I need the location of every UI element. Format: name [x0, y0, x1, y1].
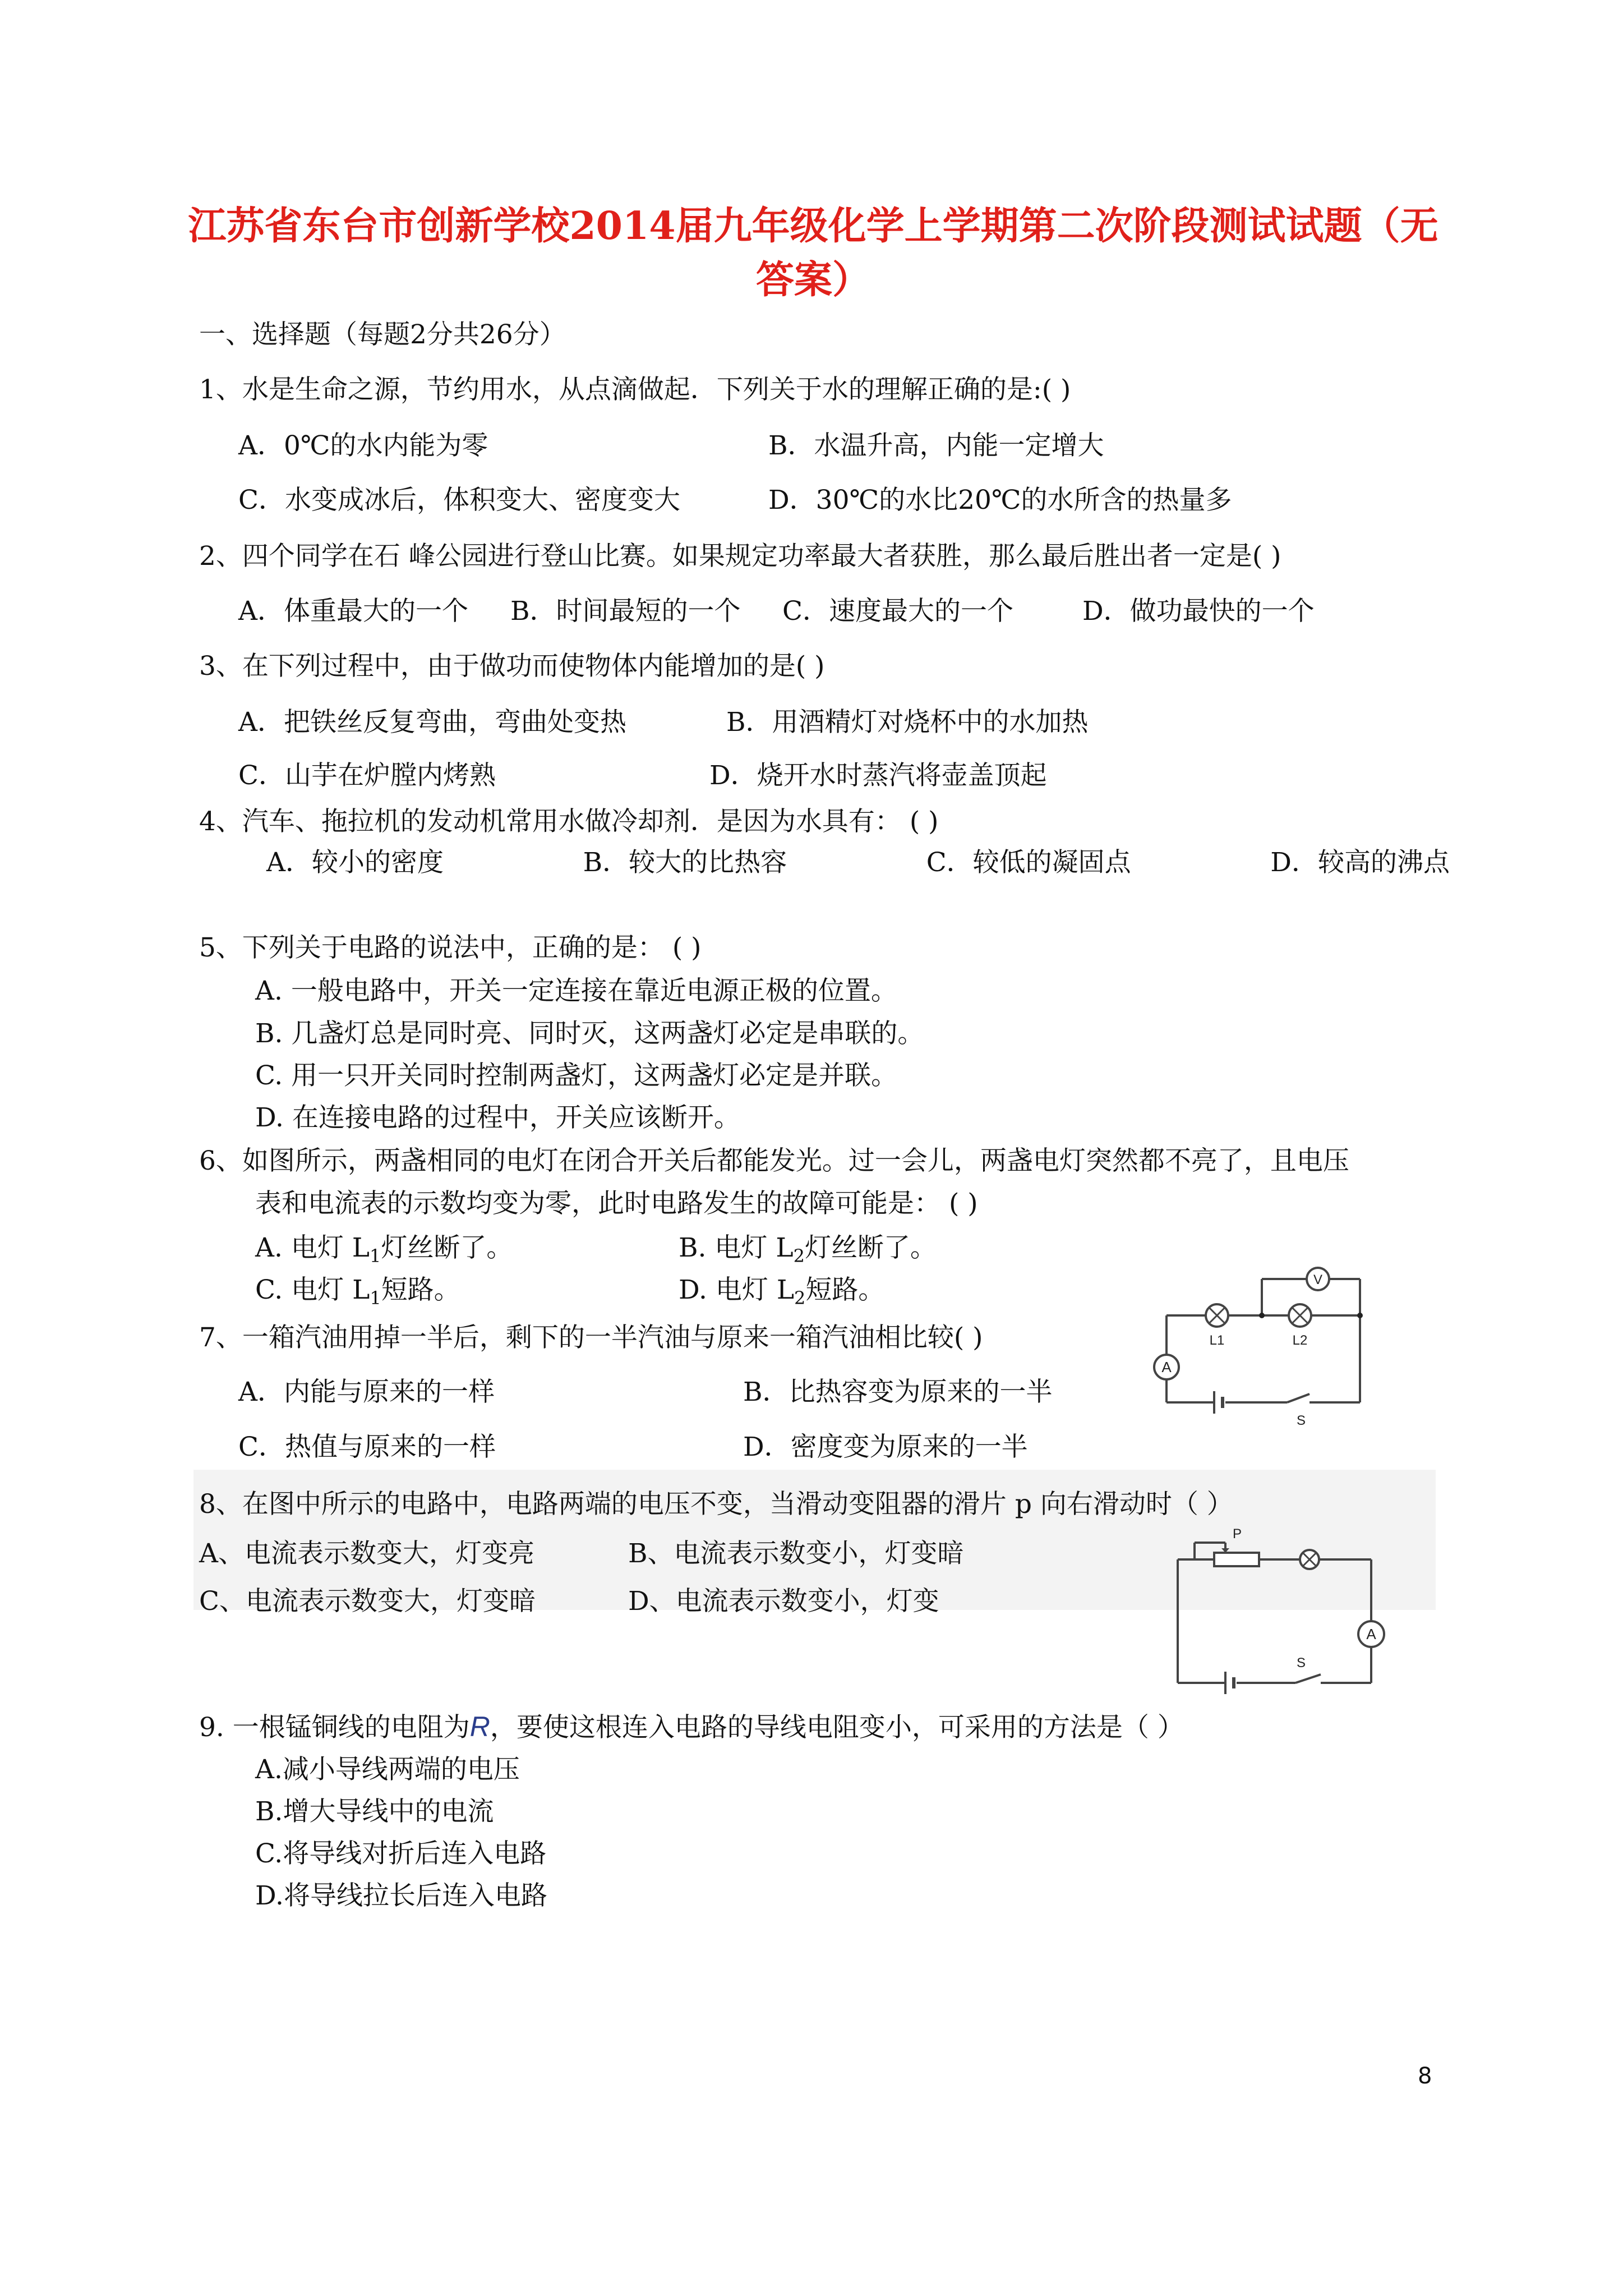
q6-option-b: B. 电灯 $L_2$灯丝断了。: [679, 1232, 937, 1267]
q6-option-d: D. 电灯 $L_2$短路。: [679, 1274, 885, 1309]
circuit-figure-1: [1150, 1265, 1385, 1433]
q7-option-c: C．热值与原来的一样: [238, 1432, 496, 1462]
q7-option-a: A．内能与原来的一样: [238, 1377, 495, 1407]
q3-option-d: D．烧开水时蒸汽将壶盖顶起: [709, 760, 1047, 791]
q3-option-b: B．用酒精灯对烧杯中的水加热: [726, 707, 1089, 738]
q1-option-c: C．水变成冰后，体积变大、密度变大: [238, 485, 680, 516]
q1-option-b: B．水温升高，内能一定增大: [768, 430, 1104, 461]
q1-option-a: A．0℃的水内能为零: [238, 430, 488, 461]
q4-option-a: A．较小的密度: [266, 847, 444, 878]
q2-option-a: A．体重最大的一个: [238, 596, 468, 627]
q6-stem-line-1: 6、如图所示，两盏相同的电灯在闭合开关后都能发光。过一会儿，两盏电灯突然都不亮了，且电压: [199, 1145, 1349, 1176]
q5-stem: 5、下列关于电路的说法中，正确的是： ( ): [199, 932, 702, 963]
fig1-voltmeter-label: V: [1313, 1272, 1323, 1287]
q1-option-d: D．30℃的水比20℃的水所含的热量多: [768, 485, 1232, 516]
q1-stem: 1、水是生命之源，节约用水，从点滴做起．下列关于水的理解正确的是:( ): [199, 374, 1071, 405]
q5-option-c: C. 用一只开关同时控制两盏灯，这两盏灯必定是并联。: [255, 1060, 898, 1091]
title-line-1: 江苏省东台市创新学校2014届九年级化学上学期第二次阶段测试试题（无: [188, 204, 1438, 249]
resistance-symbol: R: [469, 1711, 490, 1742]
q9-option-c: C.将导线对折后连入电路: [255, 1838, 547, 1869]
q8-option-c: C、电流表示数变大，灯变暗: [199, 1586, 536, 1617]
q4-option-c: C．较低的凝固点: [926, 847, 1131, 878]
q6-option-a: A. 电灯 $L_1$灯丝断了。: [255, 1232, 513, 1267]
q7-option-d: D．密度变为原来的一半: [743, 1432, 1028, 1462]
q8-option-a: A、电流表示数变大，灯变亮: [199, 1538, 534, 1569]
q6-option-c: C. 电灯 $L_1$短路。: [255, 1274, 460, 1309]
q9-stem: 9. 一根锰铜线的电阻为R，要使这根连入电路的导线电阻变小，可采用的方法是（ ）: [199, 1711, 1184, 1743]
page-number: 8: [1418, 2063, 1432, 2089]
q6-stem-line-2: 表和电流表的示数均变为零，此时电路发生的故障可能是： ( ): [255, 1188, 978, 1219]
document-title: [168, 199, 1458, 307]
q7-option-b: B．比热容变为原来的一半: [743, 1377, 1053, 1407]
fig2-switch-label: S: [1296, 1655, 1306, 1671]
q5-option-b: B. 几盏灯总是同时亮、同时灭，这两盏灯必定是串联的。: [255, 1018, 924, 1049]
circuit-figure-2: [1161, 1520, 1396, 1700]
q8-option-b: B、电流表示数变小，灯变暗: [628, 1538, 964, 1569]
q4-options: [266, 846, 1450, 880]
q9-option-d: D.将导线拉长后连入电路: [255, 1880, 547, 1911]
q8-stem: 8、在图中所示的电路中，电路两端的电压不变，当滑动变阻器的滑片 p 向右滑动时（ ）: [199, 1489, 1233, 1520]
fig1-lamp2-label: L2: [1292, 1333, 1308, 1348]
fig1-ammeter-label: A: [1161, 1359, 1172, 1375]
fig1-switch-label: S: [1296, 1413, 1306, 1428]
q5-option-a: A. 一般电路中，开关一定连接在靠近电源正极的位置。: [255, 976, 897, 1006]
q3-stem: 3、在下列过程中，由于做功而使物体内能增加的是( ): [199, 651, 825, 682]
q8-option-d: D、电流表示数变小，灯变: [628, 1586, 939, 1617]
q2-option-b: B．时间最短的一个: [510, 596, 741, 627]
fig1-lamp1-label: L1: [1209, 1333, 1225, 1348]
q9-option-b: B.增大导线中的电流: [255, 1796, 494, 1827]
q2-stem: 2、四个同学在石 峰公园进行登山比赛。如果规定功率最大者获胜，那么最后胜出者一定是( ): [199, 541, 1281, 572]
q3-option-c: C．山芋在炉膛内烤熟: [238, 760, 496, 791]
title-line-2: 答案）: [755, 257, 870, 302]
fig2-slider-label: P: [1233, 1526, 1242, 1542]
fig2-ammeter-label: A: [1366, 1626, 1376, 1642]
q4-option-d: D．较高的沸点: [1270, 847, 1450, 878]
q4-option-b: B．较大的比热容: [583, 847, 787, 878]
q9-option-a: A.减小导线两端的电压: [255, 1754, 520, 1785]
q2-option-c: C．速度最大的一个: [782, 596, 1013, 627]
section-heading: 一、选择题（每题2分共26分）: [199, 319, 566, 350]
q3-option-a: A．把铁丝反复弯曲，弯曲处变热: [238, 707, 626, 738]
q7-stem: 7、一箱汽油用掉一半后，剩下的一半汽油与原来一箱汽油相比较( ): [199, 1322, 983, 1353]
q5-option-d: D. 在连接电路的过程中，开关应该断开。: [255, 1102, 740, 1133]
q4-stem: 4、汽车、拖拉机的发动机常用水做冷却剂．是因为水具有： ( ): [199, 806, 939, 837]
q2-option-d: D．做功最快的一个: [1082, 596, 1315, 627]
